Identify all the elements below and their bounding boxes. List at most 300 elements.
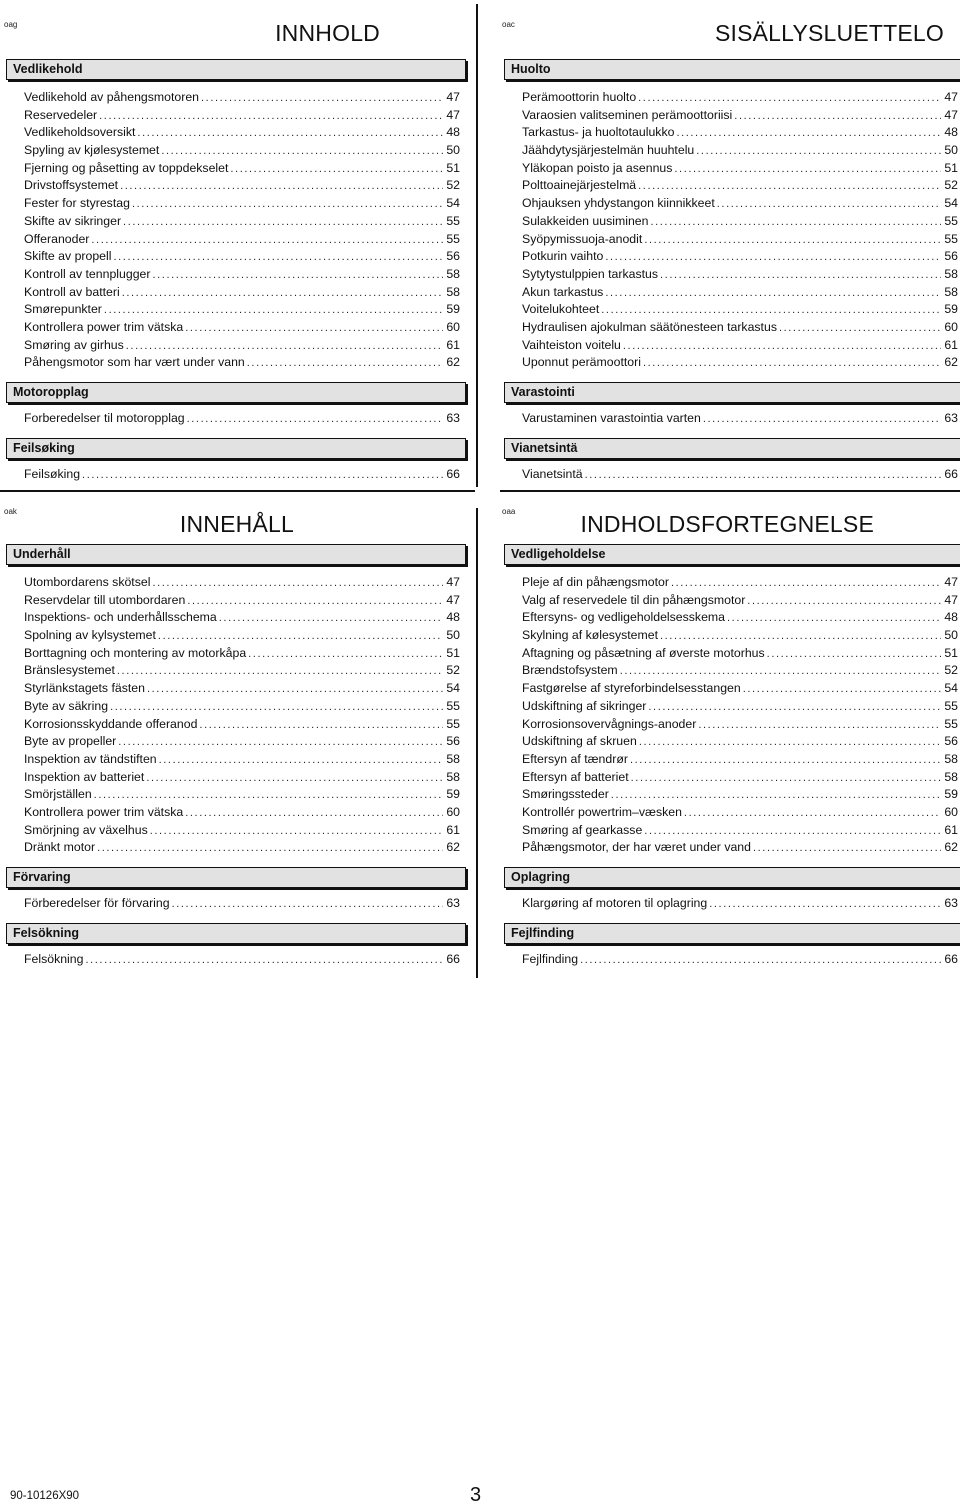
dot-leader: [727, 610, 941, 628]
toc-entry: [522, 231, 958, 249]
toc-entry: [522, 716, 958, 734]
toc-entry-page: 52: [446, 178, 460, 193]
dot-leader: [650, 214, 941, 232]
toc-entry-page: 60: [944, 804, 958, 819]
dot-leader: [185, 320, 443, 338]
toc-entry: [24, 716, 460, 734]
toc-entry-label: Vaihteiston voitelu: [522, 337, 621, 352]
toc-entry: [522, 248, 958, 266]
toc-entry: [24, 786, 460, 804]
toc-section-danish: [502, 505, 958, 985]
toc-entry-label: Offeranoder: [24, 231, 90, 246]
toc-entry-page: 60: [446, 804, 460, 819]
dot-leader: [639, 734, 941, 752]
toc-entry: [24, 592, 460, 610]
section-code: oag: [4, 20, 18, 29]
toc-entry: [522, 662, 958, 680]
toc-entry-label: Varustaminen varastointia varten: [522, 411, 701, 425]
toc-entry-page: 58: [446, 769, 460, 784]
toc-entry-page: 47: [944, 90, 958, 104]
toc-entry-page: 47: [446, 575, 460, 589]
toc-entry: [522, 213, 958, 231]
toc-entry: [24, 177, 460, 195]
dot-leader: [123, 214, 443, 232]
toc-entry: [522, 733, 958, 751]
toc-entry: [24, 645, 460, 663]
toc-entry-label: Uponnut perämoottori: [522, 355, 641, 370]
dot-leader: [698, 717, 941, 735]
toc-entry-label: Vedlikehold av påhengsmotoren: [24, 90, 200, 104]
toc-entry-label: Bränslesystemet: [24, 663, 115, 678]
dot-leader: [605, 249, 941, 267]
toc-entry-label: Yläkopan poisto ja asennus: [522, 160, 673, 175]
toc-entry-label: Korrosionsovervågnings-anoder: [522, 716, 697, 731]
toc-entry-page: 59: [446, 302, 460, 317]
toc-entry: [522, 354, 958, 372]
toc-entry-page: 55: [446, 716, 460, 731]
toc-entry-label: Dränkt motor: [24, 840, 96, 855]
toc-entry: [522, 609, 958, 627]
group-heading: Oplagring: [504, 867, 960, 888]
dot-leader: [132, 196, 443, 214]
toc-entry-page: 61: [446, 337, 460, 352]
group-heading: Huolto: [504, 59, 960, 80]
toc-entry-label: Eftersyns- og vedligeholdelsesskema: [522, 610, 726, 625]
section-title: SISÄLLYSLUETTELO: [714, 20, 944, 46]
toc-entry-label: Kontrollera power trim vätska: [24, 319, 184, 334]
toc-section-norwegian: [4, 0, 460, 490]
toc-entry: [522, 645, 958, 663]
dot-leader: [122, 285, 444, 303]
toc-entry-label: Påhengsmotor som har vært under vann: [24, 355, 245, 370]
toc-entry-label: Styrlänkstagets fästen: [24, 681, 145, 696]
toc-entry: [522, 627, 958, 645]
toc-entry-label: Voitelukohteet: [522, 302, 600, 317]
toc-entry-page: 47: [446, 107, 460, 122]
toc-entry-label: Pleje af din påhængsmotor: [522, 575, 669, 589]
toc-entry-page: 56: [446, 734, 460, 749]
group-heading: Varastointi: [504, 382, 960, 403]
dot-leader: [97, 840, 443, 858]
toc-entry-label: Byte av propeller: [24, 734, 117, 749]
toc-entry-page: 51: [446, 645, 460, 660]
toc-entry-label: Eftersyn af batteriet: [522, 769, 629, 784]
toc-entry: [24, 822, 460, 840]
toc-entry-label: Sulakkeiden uusiminen: [522, 213, 649, 228]
toc-entry-page: 55: [944, 231, 958, 246]
toc-entry-page: 56: [944, 734, 958, 749]
toc-entry: [522, 107, 958, 125]
dot-leader: [601, 302, 941, 320]
toc-entry-label: Spolning av kylsystemet: [24, 628, 156, 643]
section-code: oak: [4, 507, 17, 516]
toc-entry-label: Smøring af gearkasse: [522, 822, 643, 837]
toc-entry: [522, 284, 958, 302]
dot-leader: [747, 593, 941, 611]
dot-leader: [767, 646, 942, 664]
dot-leader: [623, 338, 941, 356]
toc-entry-page: 66: [944, 467, 958, 481]
toc-entry-label: Jäähdytysjärjestelmän huuhtelu: [522, 143, 695, 158]
toc-entry-label: Smøring av girhus: [24, 337, 124, 352]
toc-entry-label: Valg af reservedele til din påhængsmotor: [522, 592, 746, 607]
toc-entry-page: 54: [944, 681, 958, 696]
group-heading: Vedlikehold: [6, 59, 466, 80]
toc-list: [24, 466, 460, 484]
toc-entry: [24, 839, 460, 857]
toc-list: [522, 410, 958, 428]
toc-entry-label: Påhængsmotor, der har været under vand: [522, 840, 751, 855]
dot-leader: [734, 108, 941, 126]
toc-entry-label: Smörjning av växelhus: [24, 822, 148, 837]
toc-entry-page: 58: [446, 284, 460, 299]
toc-entry-page: 48: [446, 610, 460, 625]
toc-entry: [522, 266, 958, 284]
toc-entry: [522, 410, 958, 428]
toc-list: [522, 895, 958, 913]
toc-entry-page: 50: [446, 143, 460, 158]
dot-leader: [147, 681, 443, 699]
toc-entry-label: Reservdelar till utombordaren: [24, 592, 186, 607]
toc-entry: [24, 804, 460, 822]
toc-entry: [24, 751, 460, 769]
toc-entry-page: 62: [446, 355, 460, 370]
toc-entry-page: 50: [944, 143, 958, 158]
toc-entry-label: Korrosionsskyddande offeranod: [24, 716, 198, 731]
dot-leader: [187, 411, 444, 429]
dot-leader: [648, 699, 941, 717]
toc-entry: [24, 354, 460, 372]
group-heading: Underhåll: [6, 544, 466, 565]
toc-list: [24, 89, 460, 372]
dot-leader: [94, 787, 444, 805]
toc-entry-page: 63: [944, 411, 958, 425]
dot-leader: [104, 302, 443, 320]
toc-entry-page: 52: [446, 663, 460, 678]
toc-entry: [522, 804, 958, 822]
row-divider-right: [500, 490, 960, 492]
dot-leader: [85, 952, 443, 970]
toc-entry-label: Skifte av sikringer: [24, 213, 122, 228]
dot-leader: [247, 355, 444, 373]
toc-entry-page: 66: [446, 467, 460, 481]
section-code: oaa: [502, 507, 516, 516]
toc-entry-page: 61: [944, 337, 958, 352]
column-divider: [476, 4, 478, 487]
toc-list: [24, 895, 460, 913]
dot-leader: [152, 267, 443, 285]
toc-entry-page: 51: [446, 160, 460, 175]
toc-section-finnish: [502, 0, 958, 490]
toc-entry-page: 59: [944, 302, 958, 317]
dot-leader: [219, 610, 444, 628]
toc-entry-label: Varaosien valitseminen perämoottoriisi: [522, 107, 733, 122]
toc-entry-page: 59: [944, 787, 958, 802]
toc-entry: [522, 951, 958, 969]
toc-entry: [24, 609, 460, 627]
toc-entry: [522, 839, 958, 857]
section-title: INDHOLDSFORTEGNELSE: [580, 511, 874, 537]
toc-list: [24, 951, 460, 969]
toc-entry-label: Tarkastus- ja huoltotaulukko: [522, 125, 675, 140]
dot-leader: [753, 840, 941, 858]
toc-entry-page: 52: [944, 663, 958, 678]
dot-leader: [660, 267, 941, 285]
toc-entry-page: 55: [944, 213, 958, 228]
toc-entry: [24, 301, 460, 319]
toc-entry: [522, 592, 958, 610]
toc-section-swedish: [4, 505, 460, 985]
toc-entry-label: Brændstofsystem: [522, 663, 618, 678]
column-divider: [476, 508, 478, 978]
toc-entry-page: 61: [944, 822, 958, 837]
toc-entry-label: Skylning af kølesystemet: [522, 628, 658, 643]
dot-leader: [150, 823, 444, 841]
section-title: INNEHÅLL: [179, 511, 294, 537]
group-heading: Felsökning: [6, 923, 466, 944]
dot-leader: [230, 161, 443, 179]
toc-entry-page: 51: [944, 160, 958, 175]
row-divider-left: [0, 490, 475, 492]
toc-entry: [522, 177, 958, 195]
toc-entry: [522, 160, 958, 178]
dot-leader: [643, 355, 941, 373]
toc-entry-label: Fejlfinding: [522, 952, 579, 966]
toc-entry-label: Forberedelser til motoropplag: [24, 411, 185, 425]
toc-entry-label: Smøringssteder: [522, 787, 609, 802]
toc-entry-page: 66: [446, 952, 460, 966]
dot-leader: [631, 770, 942, 788]
toc-entry: [24, 627, 460, 645]
toc-entry-label: Akun tarkastus: [522, 284, 604, 299]
toc-entry-page: 60: [446, 319, 460, 334]
toc-entry-label: Fester for styrestag: [24, 196, 130, 211]
dot-leader: [605, 285, 941, 303]
toc-entry-label: Kontroll av tennplugger: [24, 266, 151, 281]
toc-entry-page: 58: [944, 284, 958, 299]
toc-entry-page: 63: [446, 411, 460, 425]
toc-entry-label: Ohjauksen yhdystangon kiinnikkeet: [522, 196, 715, 211]
toc-entry: [24, 680, 460, 698]
section-code: oac: [502, 20, 515, 29]
dot-leader: [743, 681, 942, 699]
toc-entry-label: Fjerning og påsetting av toppdekselet: [24, 160, 229, 175]
toc-entry-label: Kontrollér powertrim–væsken: [522, 804, 682, 819]
toc-entry: [24, 574, 460, 592]
toc-entry: [522, 142, 958, 160]
toc-entry-label: Reservedeler: [24, 107, 98, 122]
dot-leader: [671, 575, 941, 593]
toc-entry-page: 63: [944, 896, 958, 910]
toc-entry-label: Drivstoffsystemet: [24, 178, 119, 193]
toc-entry: [24, 231, 460, 249]
toc-entry: [522, 466, 958, 484]
dot-leader: [248, 646, 443, 664]
toc-list: [522, 574, 958, 857]
dot-leader: [611, 787, 942, 805]
dot-leader: [152, 575, 443, 593]
group-heading: Motoropplag: [6, 382, 466, 403]
dot-leader: [638, 178, 941, 196]
toc-entry: [522, 751, 958, 769]
group-heading: Vedligeholdelse: [504, 544, 960, 565]
toc-entry-page: 48: [446, 125, 460, 140]
toc-entry: [24, 284, 460, 302]
toc-entry-page: 59: [446, 787, 460, 802]
dot-leader: [137, 125, 443, 143]
dot-leader: [644, 823, 941, 841]
toc-entry-page: 56: [944, 249, 958, 264]
toc-entry: [24, 466, 460, 484]
dot-leader: [187, 593, 443, 611]
toc-entry: [522, 698, 958, 716]
toc-entry-page: 47: [944, 575, 958, 589]
dot-leader: [114, 249, 444, 267]
toc-entry-label: Udskiftning af skruen: [522, 734, 637, 749]
toc-entry-page: 60: [944, 319, 958, 334]
toc-entry-page: 47: [446, 592, 460, 607]
dot-leader: [638, 90, 941, 108]
dot-leader: [660, 628, 941, 646]
toc-entry-label: Byte av säkring: [24, 698, 109, 713]
section-title: INNHOLD: [275, 20, 380, 46]
toc-entry: [24, 698, 460, 716]
dot-leader: [644, 232, 941, 250]
toc-entry: [24, 142, 460, 160]
toc-entry-label: Syöpymissuoja-anodit: [522, 231, 643, 246]
toc-entry-page: 62: [446, 840, 460, 855]
document-code: 90-10126X90: [10, 1490, 80, 1502]
toc-entry: [522, 195, 958, 213]
dot-leader: [620, 663, 942, 681]
toc-entry-page: 58: [446, 751, 460, 766]
toc-entry-page: 48: [944, 610, 958, 625]
dot-leader: [185, 805, 443, 823]
dot-leader: [146, 770, 443, 788]
dot-leader: [161, 143, 443, 161]
toc-entry-page: 54: [446, 681, 460, 696]
toc-entry-page: 66: [944, 952, 958, 966]
dot-leader: [199, 717, 443, 735]
dot-leader: [117, 663, 443, 681]
toc-entry-page: 55: [446, 213, 460, 228]
dot-leader: [99, 108, 443, 126]
toc-entry: [24, 160, 460, 178]
toc-entry-page: 54: [944, 196, 958, 211]
toc-entry-page: 55: [944, 698, 958, 713]
toc-entry-label: Kontrollera power trim vätska: [24, 804, 184, 819]
toc-entry-label: Inspektion av batteriet: [24, 769, 145, 784]
toc-entry: [24, 89, 460, 107]
dot-leader: [709, 896, 941, 914]
toc-entry-label: Smörjställen: [24, 787, 92, 802]
toc-entry: [522, 769, 958, 787]
toc-entry: [24, 195, 460, 213]
toc-entry-label: Aftagning og påsætning af øverste motorhus: [522, 645, 765, 660]
toc-entry: [24, 769, 460, 787]
toc-entry-page: 47: [446, 90, 460, 104]
toc-entry-page: 58: [446, 266, 460, 281]
toc-entry-label: Eftersyn af tændrør: [522, 751, 628, 766]
toc-entry-page: 52: [944, 178, 958, 193]
toc-entry: [24, 951, 460, 969]
dot-leader: [158, 628, 443, 646]
dot-leader: [159, 752, 444, 770]
toc-entry-label: Udskiftning af sikringer: [522, 698, 647, 713]
dot-leader: [676, 125, 941, 143]
toc-entry: [24, 319, 460, 337]
toc-entry-page: 51: [944, 645, 958, 660]
dot-leader: [172, 896, 444, 914]
group-heading: Feilsøking: [6, 438, 466, 459]
toc-entry-page: 63: [446, 896, 460, 910]
toc-entry-page: 62: [944, 840, 958, 855]
toc-entry: [522, 680, 958, 698]
toc-entry-label: Klargøring af motoren til oplagring: [522, 896, 708, 910]
dot-leader: [580, 952, 941, 970]
toc-entry: [522, 337, 958, 355]
page-number: 3: [470, 1484, 482, 1506]
toc-entry-label: Inspektion av tändstiften: [24, 751, 157, 766]
toc-entry-page: 55: [446, 231, 460, 246]
toc-entry-label: Smørepunkter: [24, 302, 102, 317]
toc-entry: [24, 410, 460, 428]
toc-list: [24, 410, 460, 428]
dot-leader: [779, 320, 941, 338]
toc-entry: [522, 319, 958, 337]
toc-list: [522, 951, 958, 969]
toc-entry: [522, 895, 958, 913]
dot-leader: [717, 196, 942, 214]
toc-entry-label: Borttagning och montering av motorkåpa: [24, 645, 247, 660]
toc-list: [522, 466, 958, 484]
toc-entry-label: Förberedelser för förvaring: [24, 896, 170, 910]
toc-entry-page: 61: [446, 822, 460, 837]
toc-entry: [522, 124, 958, 142]
toc-entry: [522, 786, 958, 804]
toc-entry-page: 58: [944, 769, 958, 784]
toc-entry-page: 58: [944, 751, 958, 766]
toc-entry-page: 47: [944, 107, 958, 122]
toc-entry-label: Hydraulisen ajokulman säätönesteen tarkastus: [522, 319, 777, 334]
toc-entry: [24, 337, 460, 355]
toc-entry-label: Skifte av propell: [24, 249, 112, 264]
dot-leader: [91, 232, 443, 250]
toc-entry: [522, 822, 958, 840]
dot-leader: [630, 752, 941, 770]
toc-list: [24, 574, 460, 857]
toc-entry: [24, 213, 460, 231]
group-heading: Förvaring: [6, 867, 466, 888]
dot-leader: [585, 467, 942, 485]
dot-leader: [696, 143, 941, 161]
toc-entry-label: Utombordarens skötsel: [24, 575, 151, 589]
toc-entry-page: 62: [944, 355, 958, 370]
group-heading: Vianetsintä: [504, 438, 960, 459]
toc-entry-page: 54: [446, 196, 460, 211]
dot-leader: [684, 805, 941, 823]
dot-leader: [120, 178, 443, 196]
toc-entry-page: 55: [446, 698, 460, 713]
toc-entry-label: Polttoainejärjestelmä: [522, 178, 637, 193]
dot-leader: [201, 90, 443, 108]
toc-entry-label: Kontroll av batteri: [24, 284, 120, 299]
toc-list: [522, 89, 958, 372]
toc-entry-page: 47: [944, 592, 958, 607]
toc-entry: [522, 301, 958, 319]
toc-entry-label: Potkurin vaihto: [522, 249, 604, 264]
toc-entry-label: Feilsøking: [24, 467, 81, 481]
